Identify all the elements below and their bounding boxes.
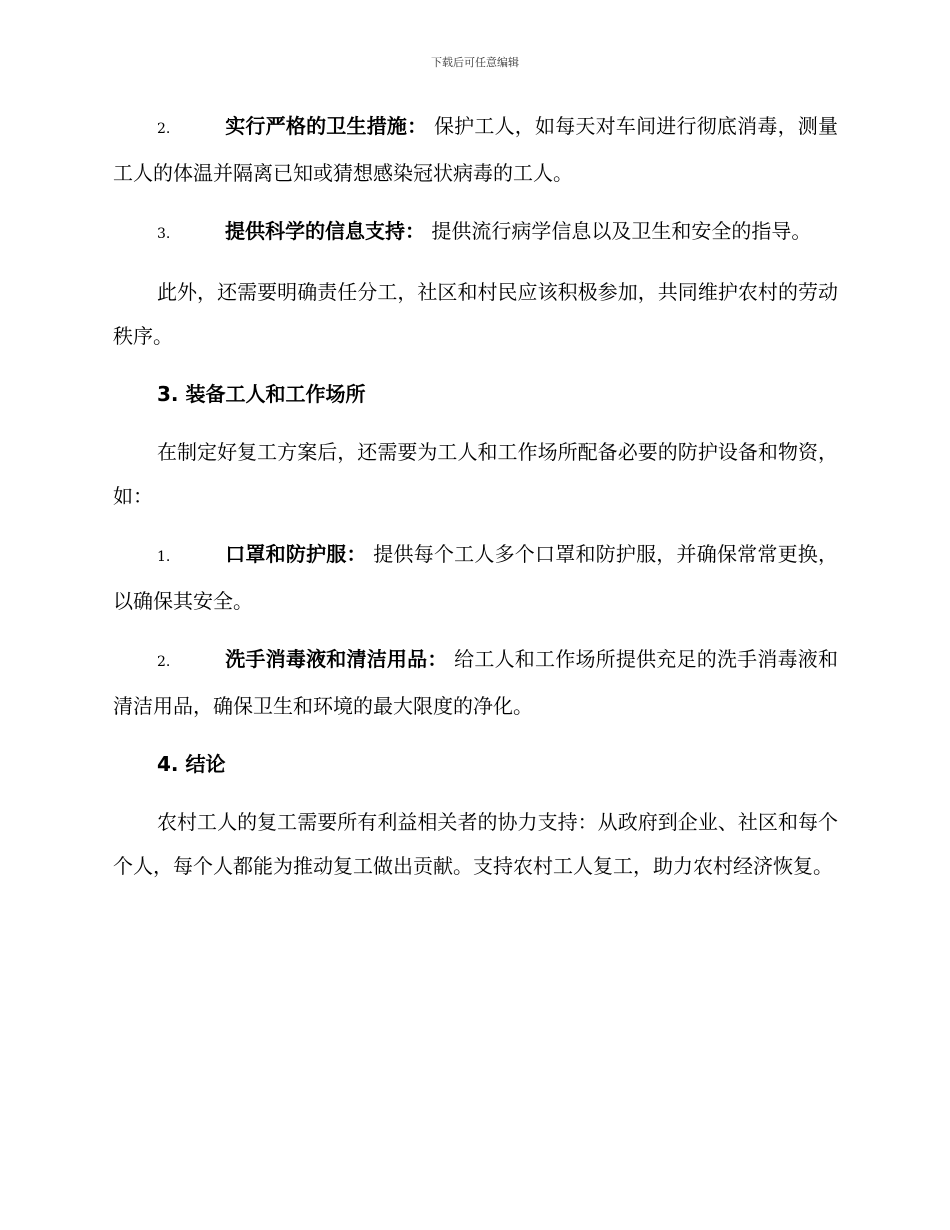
list-text: 给工人和工作场所提供充足的洗手消毒液和清洁用品，确保卫生和环境的最大限度的净化。 xyxy=(113,647,839,718)
list-number: 1. xyxy=(157,549,171,565)
page-header: 下载后可任意编辑 xyxy=(431,56,519,69)
paragraph: 在制定好复工方案后，还需要为工人和工作场所配备必要的防护设备和物资，如： xyxy=(113,440,838,508)
list-term: 洗手消毒液和清洁用品： xyxy=(225,647,448,671)
list-item xyxy=(113,637,838,728)
document-body xyxy=(113,104,838,902)
list-number: 3. xyxy=(157,226,171,242)
paragraph: 此外，还需要明确责任分工，社区和村民应该积极参加，共同维护农村的劳动秩序。 xyxy=(113,280,838,348)
paragraph: 农村工人的复工需要所有利益相关者的协力支持：从政府到企业、社区和每个个人，每个人都能为推动复工做出贡献。支持农村工人复工，助力农村经济恢复。 xyxy=(113,810,838,878)
list-term: 口罩和防护服： xyxy=(225,542,367,566)
section-heading: 4. 结论 xyxy=(157,752,226,776)
list-number: 2. xyxy=(157,654,171,670)
list-term: 提供科学的信息支持： xyxy=(225,219,425,243)
section-heading: 3. 装备工人和工作场所 xyxy=(157,382,366,406)
list-item xyxy=(113,209,838,256)
list-item xyxy=(113,104,838,195)
list-number: 2. xyxy=(157,121,171,137)
list-term: 实行严格的卫生措施： xyxy=(225,114,428,138)
list-text: 提供流行病学信息以及卫生和安全的指导。 xyxy=(431,219,812,243)
list-text: 提供每个工人多个口罩和防护服，并确保常常更换，以确保其安全。 xyxy=(113,542,839,613)
list-text: 保护工人，如每天对车间进行彻底消毒，测量工人的体温并隔离已知或猜想感染冠状病毒的工人。 xyxy=(113,114,839,185)
list-item xyxy=(113,532,838,623)
